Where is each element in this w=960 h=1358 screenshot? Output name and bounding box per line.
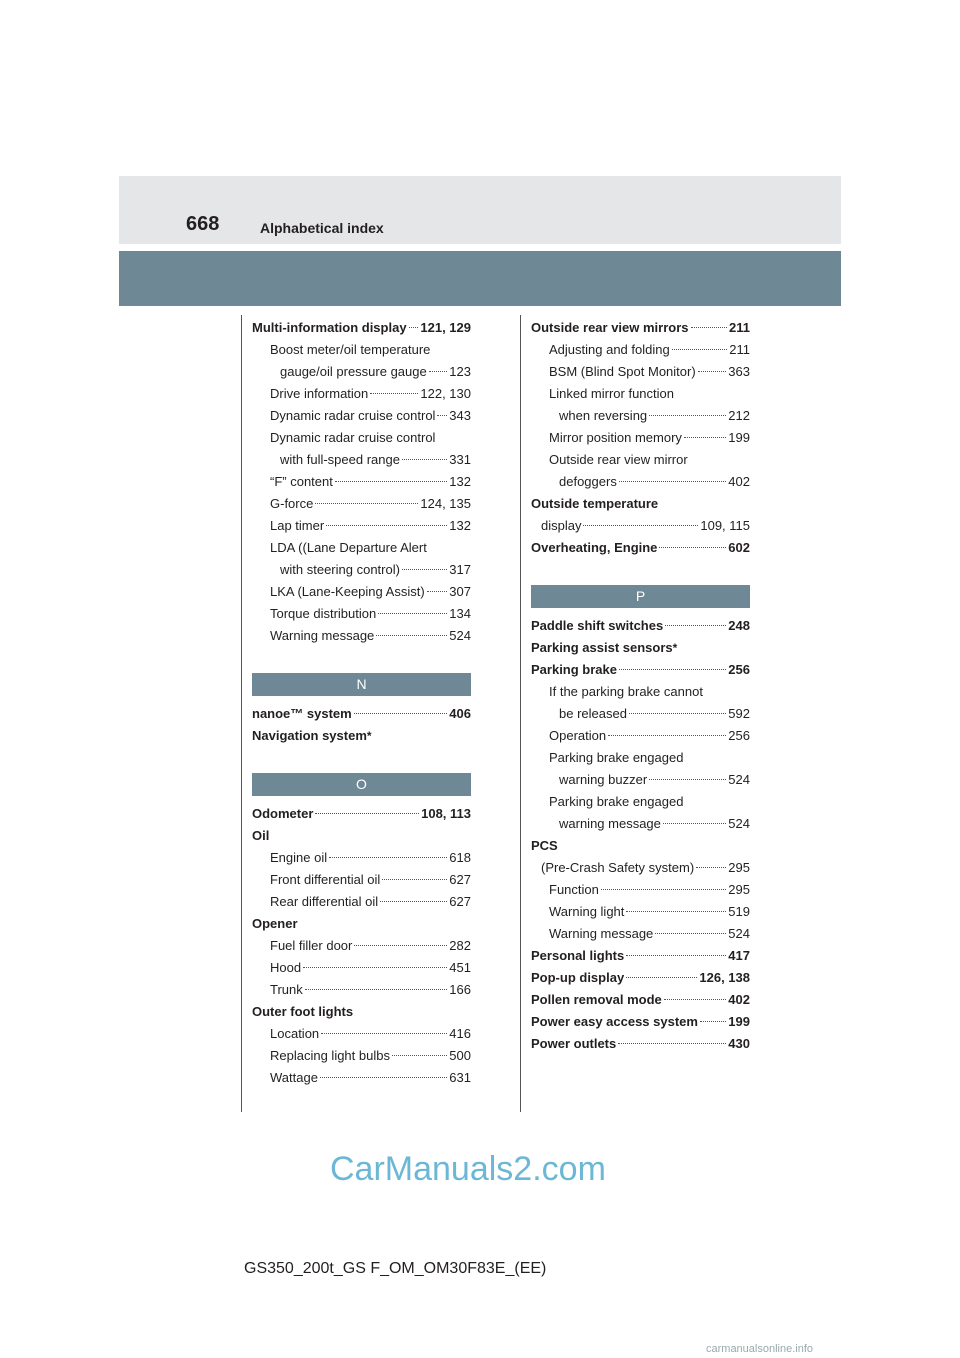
leader-dots bbox=[583, 525, 698, 526]
index-entry bbox=[531, 703, 750, 725]
index-entry-text: Outer foot lights bbox=[252, 1004, 354, 1019]
leader-dots bbox=[665, 625, 726, 626]
index-entry-text: Warning message bbox=[549, 926, 654, 941]
page-reference[interactable]: 248 bbox=[728, 618, 750, 633]
index-entry-text: Fuel filler door bbox=[270, 938, 353, 953]
page-reference[interactable]: 282 bbox=[449, 938, 471, 953]
index-entry-text: Parking assist sensors bbox=[531, 640, 673, 655]
leader-dots bbox=[659, 547, 726, 548]
index-entry-text: Parking brake bbox=[531, 662, 617, 677]
index-entry bbox=[252, 581, 471, 603]
index-entry-text: Lap timer bbox=[270, 518, 325, 533]
leader-dots bbox=[691, 327, 728, 328]
index-entry-text: Odometer bbox=[252, 806, 314, 821]
right-column-rule bbox=[520, 315, 521, 1112]
index-entry bbox=[252, 515, 471, 537]
leader-dots bbox=[619, 669, 726, 670]
page-reference[interactable]: 307 bbox=[449, 584, 471, 599]
leader-dots bbox=[672, 349, 728, 350]
page-reference[interactable]: 199 bbox=[728, 1014, 750, 1029]
index-entry bbox=[531, 383, 750, 405]
index-entry bbox=[252, 559, 471, 581]
index-entry bbox=[531, 791, 750, 813]
watermark: CarManuals2.com bbox=[330, 1150, 606, 1188]
leader-dots bbox=[305, 989, 448, 990]
leader-dots bbox=[326, 525, 447, 526]
index-entry-text: Parking brake engaged bbox=[549, 750, 684, 765]
page-reference[interactable]: 124, 135 bbox=[420, 496, 471, 511]
index-entry-text: “F” content bbox=[270, 474, 333, 489]
index-entry-text: with steering control) bbox=[280, 562, 400, 577]
page-reference[interactable]: 256 bbox=[728, 728, 750, 743]
page-reference[interactable]: 295 bbox=[728, 882, 750, 897]
leader-dots bbox=[684, 437, 726, 438]
index-entry-text: Opener bbox=[252, 916, 298, 931]
page-reference[interactable]: 126, 138 bbox=[699, 970, 750, 985]
index-entry bbox=[252, 383, 471, 405]
index-entry bbox=[252, 471, 471, 493]
page-reference[interactable]: 451 bbox=[449, 960, 471, 975]
index-entry-text: display bbox=[541, 518, 582, 533]
index-entry bbox=[252, 979, 471, 1001]
index-entry bbox=[531, 317, 750, 339]
page-reference[interactable]: 519 bbox=[728, 904, 750, 919]
page-reference[interactable]: 592 bbox=[728, 706, 750, 721]
index-entry-text: Front differential oil bbox=[270, 872, 381, 887]
leader-dots bbox=[700, 1021, 726, 1022]
leader-dots bbox=[354, 945, 447, 946]
index-entry-text: G-force bbox=[270, 496, 314, 511]
page-reference[interactable]: 524 bbox=[449, 628, 471, 643]
index-entry-text: Adjusting and folding bbox=[549, 342, 670, 357]
header-bar bbox=[119, 176, 841, 244]
index-entry-text: Outside temperature bbox=[531, 496, 659, 511]
leader-dots bbox=[626, 955, 726, 956]
index-entry bbox=[252, 427, 471, 449]
index-entry bbox=[531, 813, 750, 835]
index-entry bbox=[252, 935, 471, 957]
index-entry bbox=[531, 471, 750, 493]
index-entry-text: BSM (Blind Spot Monitor) bbox=[549, 364, 696, 379]
index-entry bbox=[531, 769, 750, 791]
page-reference[interactable]: 199 bbox=[728, 430, 750, 445]
index-entry-text: Warning message bbox=[270, 628, 375, 643]
leader-dots bbox=[402, 459, 447, 460]
page-reference[interactable]: 123 bbox=[449, 364, 471, 379]
left-column-rule bbox=[241, 315, 242, 1112]
index-entry bbox=[531, 945, 750, 967]
index-entry bbox=[252, 847, 471, 869]
leader-dots bbox=[370, 393, 418, 394]
right-column bbox=[531, 317, 750, 1055]
index-entry bbox=[531, 1033, 750, 1055]
index-entry-text: when reversing bbox=[559, 408, 648, 423]
leader-dots bbox=[698, 371, 727, 372]
index-entry: Navigation system * bbox=[252, 725, 471, 747]
index-entry bbox=[252, 603, 471, 625]
index-entry-text: Personal lights bbox=[531, 948, 625, 963]
index-entry bbox=[252, 1045, 471, 1067]
page-reference[interactable]: 524 bbox=[728, 772, 750, 787]
index-entry-text: Replacing light bulbs bbox=[270, 1048, 390, 1063]
page-reference[interactable]: 500 bbox=[449, 1048, 471, 1063]
index-entry bbox=[531, 879, 750, 901]
index-entry-text: Wattage bbox=[270, 1070, 318, 1085]
leader-dots bbox=[380, 901, 447, 902]
page-reference[interactable]: 602 bbox=[728, 540, 750, 555]
leader-dots bbox=[663, 823, 726, 824]
leader-dots bbox=[649, 779, 726, 780]
index-entry bbox=[252, 537, 471, 559]
page-reference[interactable]: 109, 115 bbox=[700, 518, 750, 533]
page-reference[interactable]: 406 bbox=[449, 706, 471, 721]
page-reference[interactable]: 132 bbox=[449, 518, 471, 533]
page-reference[interactable]: 416 bbox=[449, 1026, 471, 1041]
index-entry bbox=[531, 857, 750, 879]
index-entry-text: Hood bbox=[270, 960, 302, 975]
index-entry bbox=[252, 703, 471, 725]
index-entry-text: Outside rear view mirror bbox=[549, 452, 688, 467]
leader-dots bbox=[664, 999, 727, 1000]
index-entry bbox=[252, 1023, 471, 1045]
leader-dots bbox=[429, 371, 448, 372]
index-entry-text: Power easy access system bbox=[531, 1014, 698, 1029]
index-entry bbox=[531, 515, 750, 537]
index-entry bbox=[531, 361, 750, 383]
index-entry-text: Power outlets bbox=[531, 1036, 617, 1051]
leader-dots bbox=[376, 635, 447, 636]
index-entry-text: warning message bbox=[559, 816, 661, 831]
index-entry bbox=[252, 625, 471, 647]
index-entry-text: LDA ((Lane Departure Alert bbox=[270, 540, 427, 555]
index-group-p bbox=[531, 615, 750, 1055]
section-header-o: O bbox=[252, 773, 471, 796]
index-entry bbox=[531, 901, 750, 923]
index-entry bbox=[252, 1067, 471, 1089]
index-entry-text: Overheating, Engine bbox=[531, 540, 658, 555]
index-entry-text: LKA (Lane-Keeping Assist) bbox=[270, 584, 425, 599]
index-entry bbox=[252, 361, 471, 383]
index-entry-text: If the parking brake cannot bbox=[549, 684, 703, 699]
index-entry-text: Location bbox=[270, 1026, 320, 1041]
index-entry bbox=[531, 339, 750, 361]
leader-dots bbox=[354, 713, 448, 714]
index-entry bbox=[252, 317, 471, 339]
leader-dots bbox=[320, 1077, 447, 1078]
page-reference[interactable]: 627 bbox=[449, 894, 471, 909]
page-reference[interactable]: 121, 129 bbox=[420, 320, 471, 335]
index-entry bbox=[531, 537, 750, 559]
header-band bbox=[119, 251, 841, 306]
index-entry bbox=[531, 405, 750, 427]
leader-dots bbox=[618, 1043, 726, 1044]
index-entry bbox=[252, 825, 471, 847]
page-reference[interactable]: 524 bbox=[728, 926, 750, 941]
index-entry-text: nanoe™ system bbox=[252, 706, 352, 721]
index-entry-text: Multi-information display bbox=[252, 320, 407, 335]
index-entry-text: Outside rear view mirrors bbox=[531, 320, 689, 335]
page-reference[interactable]: 211 bbox=[729, 342, 750, 357]
index-entry-text: gauge/oil pressure gauge bbox=[280, 364, 427, 379]
index-entry bbox=[252, 405, 471, 427]
index-entry bbox=[531, 659, 750, 681]
index-entry: Parking assist sensors * bbox=[531, 637, 750, 659]
leader-dots bbox=[619, 481, 726, 482]
index-entry bbox=[252, 493, 471, 515]
page-reference[interactable]: 166 bbox=[449, 982, 471, 997]
leader-dots bbox=[329, 857, 447, 858]
leader-dots bbox=[409, 327, 419, 328]
left-column bbox=[252, 317, 471, 1089]
page-reference[interactable]: 331 bbox=[449, 452, 471, 467]
index-entry-text: warning buzzer bbox=[559, 772, 648, 787]
section-title: Alphabetical index bbox=[260, 220, 384, 236]
index-entry-text: Mirror position memory bbox=[549, 430, 682, 445]
leader-dots bbox=[608, 735, 726, 736]
leader-dots bbox=[427, 591, 448, 592]
index-entry bbox=[252, 339, 471, 361]
index-entry bbox=[531, 725, 750, 747]
index-entry bbox=[252, 869, 471, 891]
page-reference[interactable]: 627 bbox=[449, 872, 471, 887]
index-entry bbox=[531, 615, 750, 637]
page-reference[interactable]: 618 bbox=[449, 850, 471, 865]
leader-dots bbox=[335, 481, 447, 482]
leader-dots bbox=[378, 613, 447, 614]
leader-dots bbox=[696, 867, 726, 868]
index-entry bbox=[252, 913, 471, 935]
index-entry-text: Boost meter/oil temperature bbox=[270, 342, 431, 357]
leader-dots bbox=[315, 503, 418, 504]
index-group-n bbox=[252, 703, 471, 747]
index-entry-text: Drive information bbox=[270, 386, 369, 401]
page-reference[interactable]: 524 bbox=[728, 816, 750, 831]
page-reference[interactable]: 343 bbox=[449, 408, 471, 423]
leader-dots bbox=[402, 569, 447, 570]
leader-dots bbox=[303, 967, 447, 968]
page-reference[interactable]: 256 bbox=[728, 662, 750, 677]
index-entry bbox=[252, 891, 471, 913]
index-group-m bbox=[252, 317, 471, 647]
page-reference[interactable]: 417 bbox=[728, 948, 750, 963]
index-entry-text: (Pre-Crash Safety system) bbox=[541, 860, 695, 875]
index-entry-text: Warning light bbox=[549, 904, 625, 919]
page-reference[interactable]: 212 bbox=[728, 408, 750, 423]
index-entry bbox=[531, 835, 750, 857]
index-entry bbox=[252, 449, 471, 471]
index-entry-text: be released bbox=[559, 706, 627, 721]
leader-dots bbox=[601, 889, 726, 890]
index-entry-text: Navigation system bbox=[252, 728, 367, 743]
index-entry bbox=[252, 1001, 471, 1023]
page-reference[interactable]: 122, 130 bbox=[420, 386, 471, 401]
index-entry bbox=[531, 747, 750, 769]
index-entry-text: Oil bbox=[252, 828, 270, 843]
index-entry-text: Torque distribution bbox=[270, 606, 377, 621]
index-entry bbox=[531, 449, 750, 471]
index-entry bbox=[252, 957, 471, 979]
index-entry bbox=[531, 681, 750, 703]
index-entry bbox=[531, 1011, 750, 1033]
index-entry-text: Dynamic radar cruise control bbox=[270, 430, 436, 445]
index-entry-text: PCS bbox=[531, 838, 558, 853]
index-entry-text: Pop-up display bbox=[531, 970, 625, 985]
leader-dots bbox=[649, 415, 726, 416]
index-entry-text: Dynamic radar cruise control bbox=[270, 408, 436, 423]
footer-code: GS350_200t_GS F_OM_OM30F83E_(EE) bbox=[244, 1260, 547, 1277]
index-entry-text: Rear differential oil bbox=[270, 894, 379, 909]
watermark-bottom: carmanualsonline.info bbox=[706, 1343, 814, 1355]
index-entry-text: defoggers bbox=[559, 474, 617, 489]
leader-dots bbox=[321, 1033, 447, 1034]
leader-dots bbox=[626, 977, 697, 978]
page-reference[interactable]: 631 bbox=[449, 1070, 471, 1085]
page-reference[interactable]: 108, 113 bbox=[421, 806, 471, 821]
index-entry bbox=[531, 493, 750, 515]
index-entry bbox=[531, 923, 750, 945]
index-entry-text: Pollen removal mode bbox=[531, 992, 662, 1007]
index-group-o bbox=[252, 803, 471, 1089]
index-entry-text: with full-speed range bbox=[280, 452, 400, 467]
leader-dots bbox=[315, 813, 419, 814]
index-entry-text: Parking brake engaged bbox=[549, 794, 684, 809]
page-reference[interactable]: 132 bbox=[449, 474, 471, 489]
page-number: 668 bbox=[186, 213, 220, 235]
page-reference[interactable]: 402 bbox=[728, 474, 750, 489]
index-entry-text: Trunk bbox=[270, 982, 303, 997]
index-group-o-cont bbox=[531, 317, 750, 559]
index-entry bbox=[531, 967, 750, 989]
page-reference[interactable]: 211 bbox=[729, 320, 750, 335]
section-header-n: N bbox=[252, 673, 471, 696]
index-entry bbox=[531, 427, 750, 449]
leader-dots bbox=[382, 879, 447, 880]
page-reference[interactable]: 363 bbox=[728, 364, 750, 379]
page-reference[interactable]: 295 bbox=[728, 860, 750, 875]
index-entry-text: Function bbox=[549, 882, 599, 897]
leader-dots bbox=[392, 1055, 447, 1056]
leader-dots bbox=[629, 713, 726, 714]
leader-dots bbox=[437, 415, 447, 416]
index-entry-text: Operation bbox=[549, 728, 607, 743]
index-entry-text: Linked mirror function bbox=[549, 386, 674, 401]
leader-dots bbox=[626, 911, 726, 912]
index-entry bbox=[531, 989, 750, 1011]
page-reference[interactable]: 134 bbox=[449, 606, 471, 621]
page-reference[interactable]: 317 bbox=[449, 562, 471, 577]
index-entry bbox=[252, 803, 471, 825]
page-reference[interactable]: 430 bbox=[728, 1036, 750, 1051]
index-entry-text: Paddle shift switches bbox=[531, 618, 664, 633]
page-reference[interactable]: 402 bbox=[728, 992, 750, 1007]
section-header-p: P bbox=[531, 585, 750, 608]
leader-dots bbox=[655, 933, 726, 934]
index-entry-text: Engine oil bbox=[270, 850, 328, 865]
